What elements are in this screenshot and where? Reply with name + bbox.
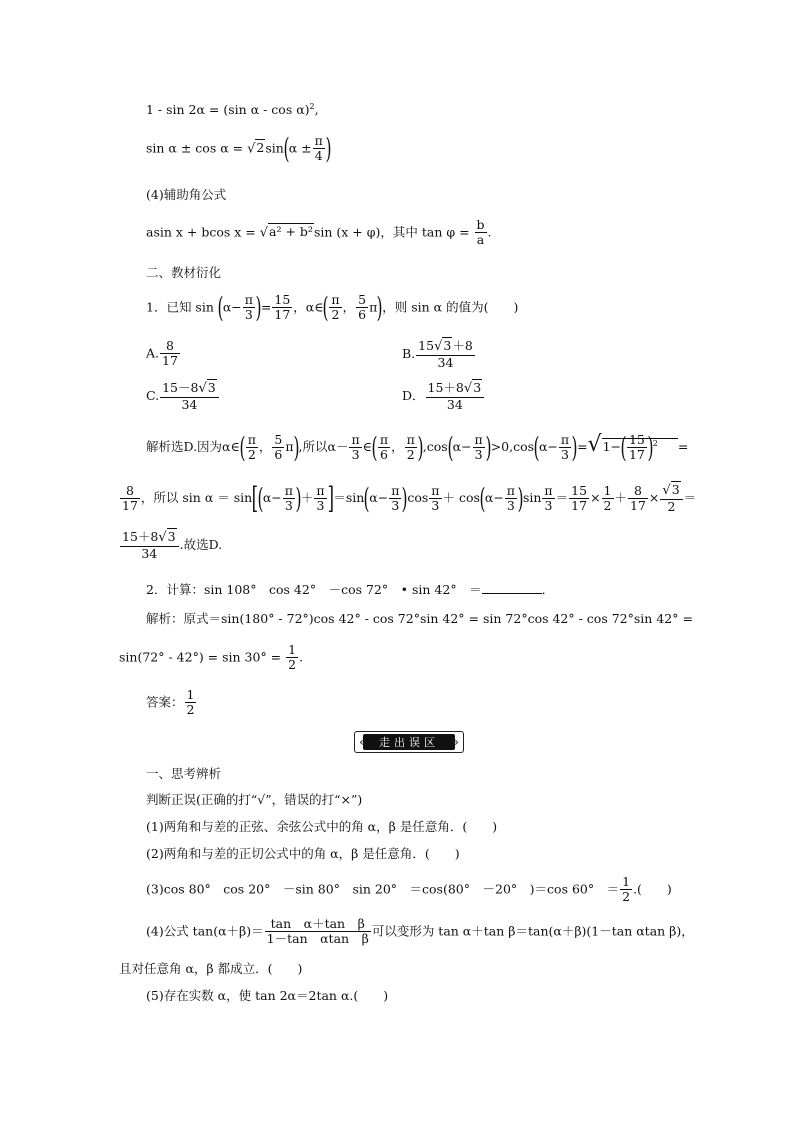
judge-instructions: 判断正误(正确的打“√”，错误的打“×”) <box>146 792 363 807</box>
answer-2: 答案： $\frac{1}{2}$ <box>146 687 195 718</box>
chevron-left-icon: « <box>359 735 367 749</box>
chevron-right-icon: » <box>451 735 459 749</box>
aux-angle-heading: (4)辅助角公式 <box>146 187 227 202</box>
option-c[interactable]: C. $\frac{15-8√3}{34}$ <box>146 381 220 412</box>
formula-sum-sin-cos: sin α ± cos α = √2sin(α ± $\frac{\pi}{4}$ ) <box>146 131 332 165</box>
option-a[interactable]: A. $\frac{8}{17}$ <box>146 338 178 369</box>
solution-1-line-1: 解析选D.因为α∈( $\frac{\pi}{2}$ ， $\frac{5}{6}$ π),所以α－ $\frac{\pi}{3}$ ∈( $\frac{\pi}{6}$ ， $\frac{\pi}{2}$ ),cos(α− $\frac{\pi}{3}$ )>0,cos(α− $\frac{\pi}{3}$ )=√1−( $\frac{15}{17}$ )$^2$ = <box>146 430 689 464</box>
judge-item-2[interactable]: (2)两角和与差的正切公式中的角 α，β 是任意角．( ) <box>146 846 460 861</box>
option-d[interactable]: D． $\frac{15+8√3}{34}$ <box>402 381 485 412</box>
solution-1-line-3: $\frac{15+8√3}{34}$ .故选D. <box>122 529 223 561</box>
section-heading-textbook: 二、教材衍化 <box>146 265 222 280</box>
question-1-stem: 1．已知 sin (α− $\frac{\pi}{3}$ )= $\frac{15}{17}$ ，α∈( $\frac{\pi}{2}$ ， $\frac{5}{6}$ π)，则 sin α 的值为( ) <box>146 290 519 324</box>
section-banner <box>354 731 464 753</box>
judge-item-1[interactable]: (1)两角和与差的正弦、余弦公式中的角 α，β 是任意角．( ) <box>146 819 498 834</box>
formula-auxiliary-angle: asin x + bcos x = √a² + b²sin (x + φ)，其中 tan φ = $\frac{b}{a}$ . <box>146 217 492 248</box>
option-b[interactable]: B. $\frac{15√3+8}{34}$ <box>402 338 473 370</box>
judge-item-3[interactable]: (3)cos 80° cos 20° －sin 80° sin 20° ＝cos(80° －20° )＝cos 60° ＝ $\frac{1}{2}$ .( ) <box>146 874 672 905</box>
answer-blank[interactable] <box>482 581 542 594</box>
formula-double-angle: 1 - sin 2α = (sin α - cos α)$^2$, <box>146 102 319 118</box>
section-heading-thinking: 一、思考辨析 <box>146 766 222 781</box>
judge-item-4-continued: 且对任意角 α，β 都成立．( ) <box>119 961 303 976</box>
solution-1-line-2: $\frac{8}{17}$ ，所以 sin α ＝ sin[(α− $\frac{\pi}{3}$ )＋ $\frac{\pi}{3}$ ]＝sin(α− $\frac{\pi}{3}$ )cos $\frac{\pi}{3}$ ＋ cos(α− $\frac{\pi}{3}$ )sin $\frac{\pi}{3}$ ＝ $\frac{15}{17}$ × $\frac{1}{2}$ ＋ $\frac{8}{17}$ × $\frac{√3}{2}$ ＝ <box>122 480 697 516</box>
solution-2-line-1: 解析：原式＝sin(180° - 72°)cos 42° - cos 72°sin 42° = sin 72°cos 42° - cos 72°sin 42° = <box>146 611 693 626</box>
solution-2-line-2: sin(72° - 42°) = sin 30° = $\frac{1}{2}$ . <box>119 642 304 673</box>
judge-item-5[interactable]: (5)存在实数 α，使 tan 2α＝2tan α.( ) <box>146 988 389 1003</box>
judge-item-4[interactable]: (4)公式 tan(α＋β)＝ $\frac{\text{tan α＋tan β}}{\text{1－tan αtan β}}$ 可以变形为 tan α＋tan β＝tan(α＋β)(1－tan αtan β)， <box>146 916 694 947</box>
banner-label: 走出误区 <box>363 734 455 750</box>
question-2-stem: 2．计算：sin 108° cos 42° －cos 72° • sin 42° ＝ ． <box>146 582 555 597</box>
